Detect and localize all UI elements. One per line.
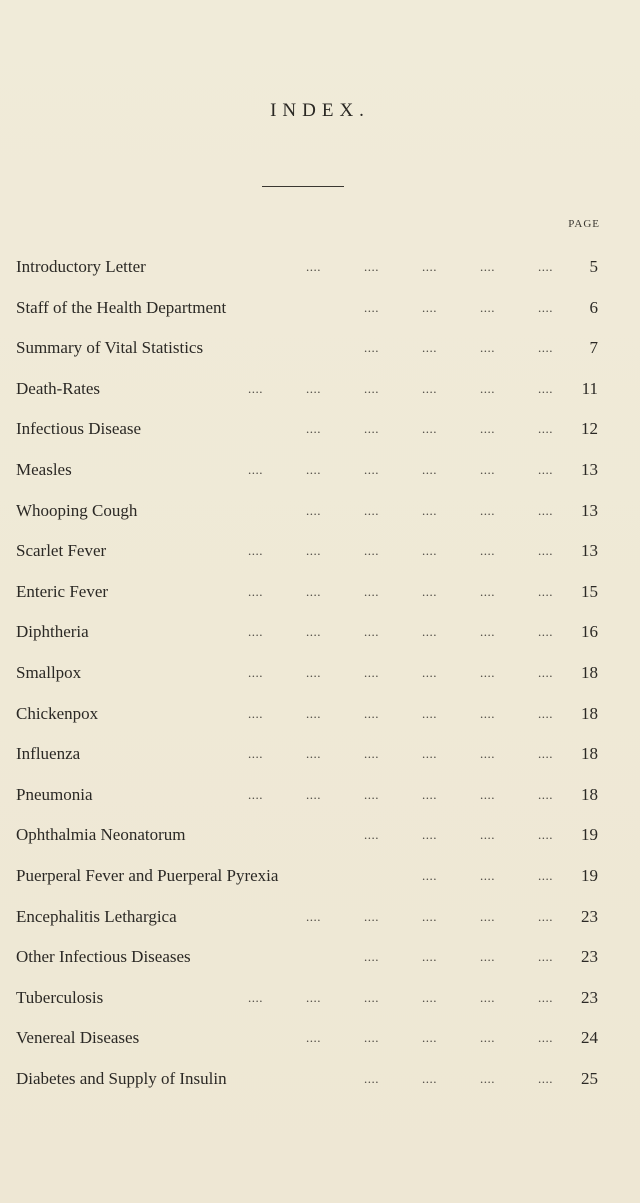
entry-title: Enteric Fever	[16, 582, 109, 601]
index-entry	[16, 823, 598, 847]
dot-leader: ....	[364, 421, 379, 436]
dot-leader: ....	[538, 624, 553, 639]
dot-leader: ....	[538, 665, 553, 680]
dot-leader: ....	[538, 706, 553, 721]
entry-page-number: 15	[581, 582, 598, 601]
index-entry	[16, 905, 598, 929]
index-entry	[16, 620, 598, 644]
entry-page-number: 23	[581, 907, 598, 926]
dot-leader: ....	[364, 827, 379, 842]
entry-page-number: 13	[581, 501, 598, 520]
index-entry	[16, 580, 598, 604]
page-column-header: PAGE	[568, 218, 600, 230]
dot-leader: ....	[480, 990, 495, 1005]
dot-leader: ....	[480, 909, 495, 924]
entry-page-number: 16	[581, 622, 598, 641]
dot-leader: ....	[422, 990, 437, 1005]
dot-leader: ....	[480, 462, 495, 477]
entry-title: Staff of the Health Department	[16, 298, 227, 317]
index-entry	[16, 458, 598, 482]
dot-leader: ....	[480, 381, 495, 396]
dot-leader: ....	[364, 300, 379, 315]
dot-leader: ....	[422, 909, 437, 924]
entry-page-number: 18	[581, 744, 598, 763]
dot-leader: ....	[480, 543, 495, 558]
dot-leader: ....	[480, 665, 495, 680]
dot-leader: ....	[422, 665, 437, 680]
dot-leader: ....	[538, 300, 553, 315]
dot-leader: ....	[306, 746, 321, 761]
entry-page-number: 13	[581, 460, 598, 479]
dot-leader: ....	[538, 584, 553, 599]
dot-leader: ....	[538, 503, 553, 518]
dot-leader: ....	[538, 543, 553, 558]
entry-page-number: 18	[581, 704, 598, 723]
dot-leader: ....	[306, 665, 321, 680]
entry-page-number: 19	[581, 825, 598, 844]
dot-leader: ....	[538, 746, 553, 761]
dot-leader: ....	[480, 503, 495, 518]
entry-page-number: 13	[581, 541, 598, 560]
dot-leader: ....	[364, 259, 379, 274]
dot-leader: ....	[248, 787, 263, 802]
dot-leader: ....	[306, 584, 321, 599]
entry-page-number: 12	[581, 419, 598, 438]
entry-title: Diabetes and Supply of Insulin	[16, 1069, 227, 1088]
dot-leader: ....	[480, 787, 495, 802]
dot-leader: ....	[364, 543, 379, 558]
dot-leader: ....	[248, 746, 263, 761]
dot-leader: ....	[248, 665, 263, 680]
dot-leader: ....	[422, 543, 437, 558]
index-entry	[16, 661, 598, 685]
entry-page-number: 5	[589, 257, 598, 276]
dot-leader: ....	[422, 584, 437, 599]
index-entry	[16, 539, 598, 563]
dot-leader: ....	[364, 1030, 379, 1045]
dot-leader: ....	[364, 503, 379, 518]
dot-leader: ....	[248, 706, 263, 721]
entry-title: Death-Rates	[16, 379, 101, 398]
dot-leader: ....	[422, 949, 437, 964]
dot-leader: ....	[480, 300, 495, 315]
dot-leader: ....	[364, 909, 379, 924]
dot-leader: ....	[306, 421, 321, 436]
dot-leader: ....	[422, 259, 437, 274]
dot-leader: ....	[364, 1071, 379, 1086]
dot-leader: ....	[248, 990, 263, 1005]
index-entry	[16, 499, 598, 523]
entry-page-number: 25	[581, 1069, 598, 1088]
dot-leader: ....	[306, 909, 321, 924]
dot-leader: ....	[422, 624, 437, 639]
index-entry	[16, 783, 598, 807]
index-entry	[16, 336, 598, 360]
index-entry	[16, 1067, 598, 1091]
dot-leader: ....	[538, 340, 553, 355]
dot-leader: ....	[306, 706, 321, 721]
dot-leader: ....	[364, 462, 379, 477]
dot-leader: ....	[364, 990, 379, 1005]
entry-title: Introductory Letter	[16, 257, 146, 276]
dot-leader: ....	[422, 1071, 437, 1086]
dot-leader: ....	[422, 746, 437, 761]
entry-title: Ophthalmia Neonatorum	[16, 825, 186, 844]
dot-leader: ....	[538, 1030, 553, 1045]
entry-title: Encephalitis Lethargica	[16, 907, 177, 926]
index-entry	[16, 417, 598, 441]
dot-leader: ....	[306, 462, 321, 477]
entry-title: Infectious Disease	[16, 419, 142, 438]
dot-leader: ....	[306, 624, 321, 639]
index-entry	[16, 255, 598, 279]
dot-leader: ....	[364, 584, 379, 599]
dot-leader: ....	[364, 746, 379, 761]
entry-page-number: 11	[581, 379, 598, 398]
dot-leader: ....	[538, 381, 553, 396]
dot-leader: ....	[422, 381, 437, 396]
entry-title: Measles	[16, 460, 72, 479]
entry-title: Influenza	[16, 744, 81, 763]
dot-leader: ....	[480, 1030, 495, 1045]
index-entry	[16, 296, 598, 320]
dot-leader: ....	[364, 665, 379, 680]
index-entry	[16, 945, 598, 969]
entry-title: Chickenpox	[16, 704, 99, 723]
dot-leader: ....	[538, 1071, 553, 1086]
dot-leader: ....	[538, 909, 553, 924]
entry-page-number: 24	[581, 1028, 598, 1047]
entry-page-number: 6	[589, 298, 598, 317]
index-entry	[16, 864, 598, 888]
dot-leader: ....	[248, 543, 263, 558]
dot-leader: ....	[480, 340, 495, 355]
entry-title: Tuberculosis	[16, 988, 104, 1007]
dot-leader: ....	[248, 462, 263, 477]
dot-leader: ....	[538, 421, 553, 436]
entry-title: Diphtheria	[16, 622, 89, 641]
dot-leader: ....	[480, 949, 495, 964]
entry-page-number: 19	[581, 866, 598, 885]
entry-title: Other Infectious Diseases	[16, 947, 191, 966]
dot-leader: ....	[306, 381, 321, 396]
dot-leader: ....	[538, 949, 553, 964]
dot-leader: ....	[422, 340, 437, 355]
dot-leader: ....	[306, 543, 321, 558]
entry-page-number: 18	[581, 663, 598, 682]
entry-title: Venereal Diseases	[16, 1028, 140, 1047]
dot-leader: ....	[422, 462, 437, 477]
dot-leader: ....	[480, 827, 495, 842]
dot-leader: ....	[422, 827, 437, 842]
entry-page-number: 18	[581, 785, 598, 804]
entry-page-number: 23	[581, 988, 598, 1007]
dot-leader: ....	[538, 827, 553, 842]
entry-title: Smallpox	[16, 663, 82, 682]
dot-leader: ....	[364, 949, 379, 964]
dot-leader: ....	[480, 421, 495, 436]
entry-title: Pneumonia	[16, 785, 93, 804]
dot-leader: ....	[306, 1030, 321, 1045]
dot-leader: ....	[422, 868, 437, 883]
index-entry	[16, 1026, 598, 1050]
dot-leader: ....	[364, 340, 379, 355]
dot-leader: ....	[248, 381, 263, 396]
entry-page-number: 7	[589, 338, 598, 357]
dot-leader: ....	[538, 868, 553, 883]
dot-leader: ....	[422, 503, 437, 518]
dot-leader: ....	[538, 259, 553, 274]
dot-leader: ....	[422, 300, 437, 315]
dot-leader: ....	[364, 624, 379, 639]
index-entry	[16, 377, 598, 401]
dot-leader: ....	[480, 624, 495, 639]
dot-leader: ....	[364, 787, 379, 802]
dot-leader: ....	[480, 868, 495, 883]
dot-leader: ....	[480, 746, 495, 761]
dot-leader: ....	[480, 706, 495, 721]
dot-leader: ....	[538, 462, 553, 477]
index-entry	[16, 742, 598, 766]
dot-leader: ....	[364, 381, 379, 396]
dot-leader: ....	[306, 990, 321, 1005]
dot-leader: ....	[538, 990, 553, 1005]
dot-leader: ....	[248, 584, 263, 599]
dot-leader: ....	[480, 259, 495, 274]
entry-page-number: 23	[581, 947, 598, 966]
dot-leader: ....	[306, 503, 321, 518]
dot-leader: ....	[538, 787, 553, 802]
page-title: INDEX.	[270, 100, 370, 121]
dot-leader: ....	[248, 624, 263, 639]
entry-title: Summary of Vital Statistics	[16, 338, 204, 357]
dot-leader: ....	[422, 706, 437, 721]
dot-leader: ....	[480, 1071, 495, 1086]
dot-leader: ....	[422, 1030, 437, 1045]
entry-title: Puerperal Fever and Puerperal Pyrexia	[16, 866, 279, 885]
dot-leader: ....	[306, 259, 321, 274]
index-entry	[16, 702, 598, 726]
dot-leader: ....	[306, 787, 321, 802]
dot-leader: ....	[422, 787, 437, 802]
dot-leader: ....	[422, 421, 437, 436]
dot-leader: ....	[480, 584, 495, 599]
index-entry	[16, 986, 598, 1010]
dot-leader: ....	[364, 706, 379, 721]
entry-title: Scarlet Fever	[16, 541, 107, 560]
entry-title: Whooping Cough	[16, 501, 138, 520]
